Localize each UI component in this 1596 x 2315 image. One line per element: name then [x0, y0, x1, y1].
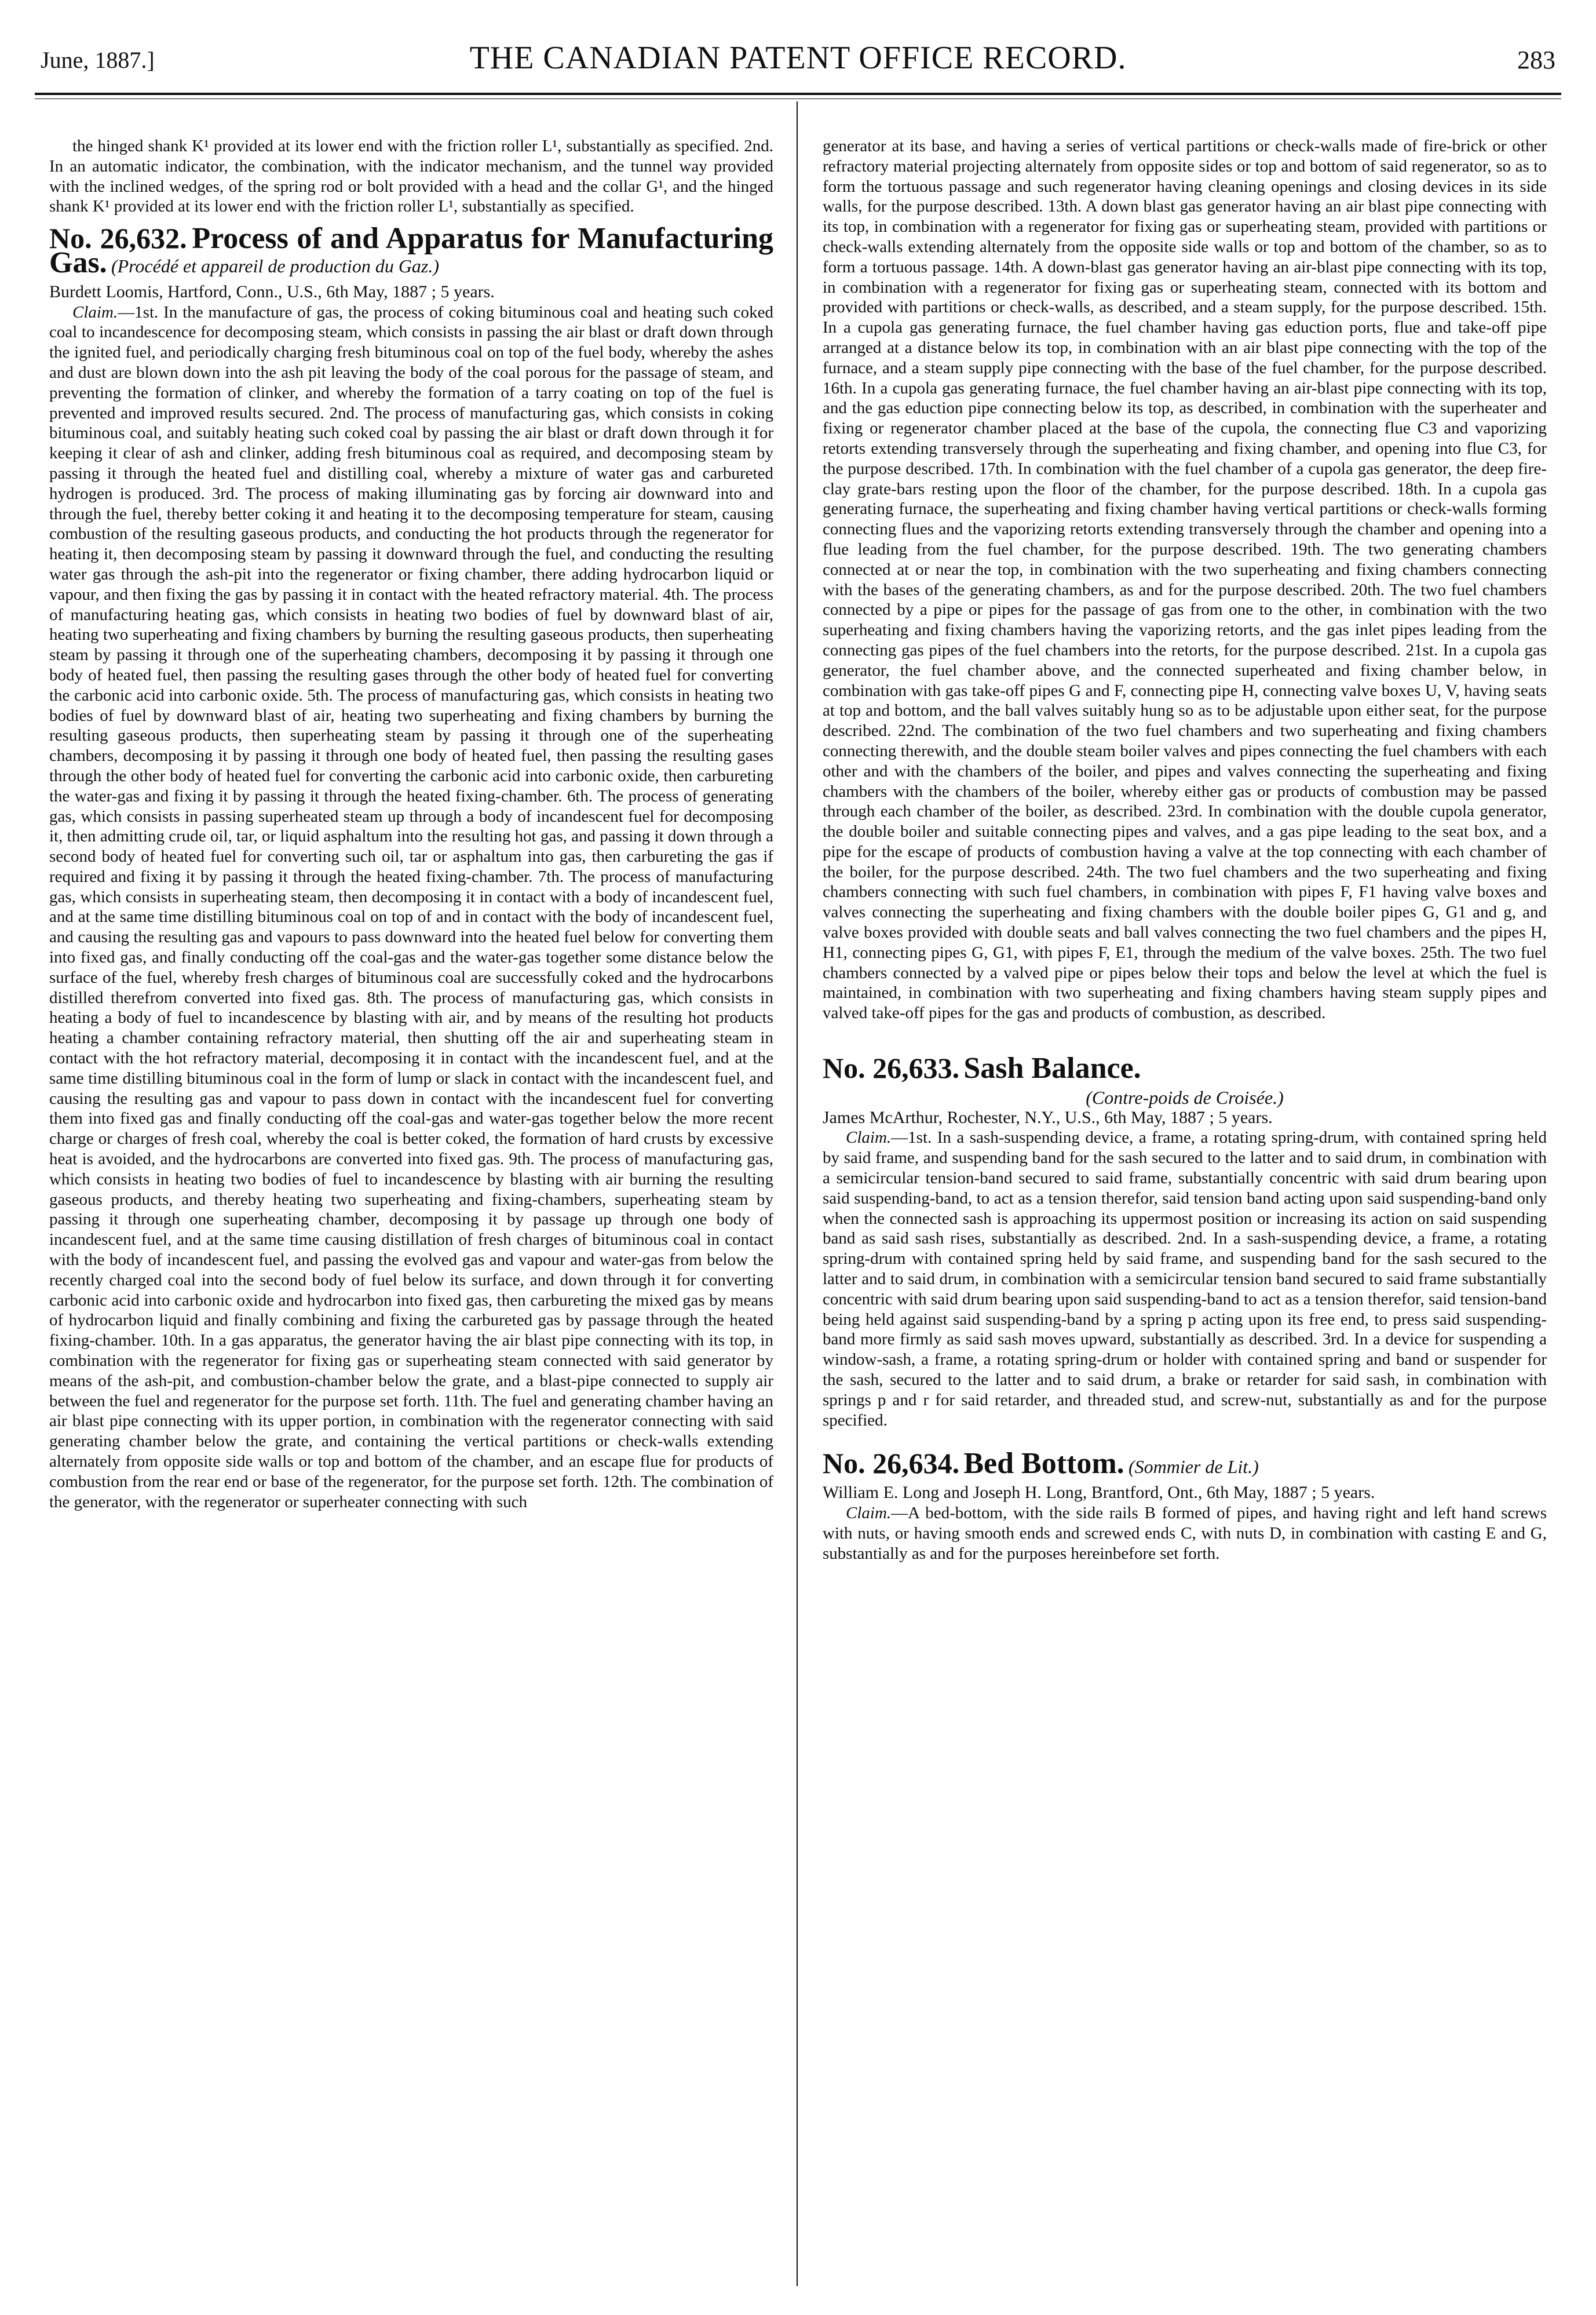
- page-number: 283: [1517, 46, 1555, 74]
- patentee-line: James McArthur, Rochester, N.Y., U.S., 6th May, 1887 ; 5 years.: [823, 1107, 1273, 1127]
- patent-title: Process of and Apparatus for Manufacturing Gas.: [49, 222, 774, 279]
- continued-claim-text: the hinged shank K¹ provided at its lower end with the friction roller L¹, substantially as specified. 2nd. In an automatic indicator, the combination, with the indicator mechanism, and the tunnel way provided with the inclined wedges, of the spring rod or bolt provided with a head and the collar G¹, and the hinged shank K¹ provided at its lower end with the friction roller L¹, substantially as specified.: [49, 137, 773, 216]
- column-divider: [797, 101, 798, 2286]
- issue-date: June, 1887.]: [41, 47, 155, 73]
- patent-26634-heading: [823, 1447, 1547, 1481]
- patentee-line: William E. Long and Joseph H. Long, Brantford, Ont., 6th May, 1887 ; 5 years.: [823, 1483, 1375, 1503]
- page-header: [35, 23, 1561, 87]
- patent-number: No. 26,632.: [49, 222, 187, 255]
- patent-title: Bed Bottom.: [963, 1447, 1124, 1481]
- claim-label: Claim.: [72, 302, 118, 322]
- patent-french-title: (Sommier de Lit.): [1128, 1456, 1259, 1478]
- publication-title: THE CANADIAN PATENT OFFICE RECORD.: [469, 40, 1127, 76]
- claim-paragraph: [49, 302, 773, 1512]
- patent-french-title: (Contre-poids de Croisée.): [1086, 1087, 1284, 1108]
- header-rule-thick: [35, 93, 1561, 95]
- claim-paragraph: [823, 1128, 1547, 1430]
- patent-26633-heading: [823, 1052, 1547, 1085]
- claim-text: —A bed-bottom, with the side rails B formed of pipes, and having right and left hand screws with nuts, or having smooth ends and screwed ends C, with nuts D, in combination with casting E and G, substantially as and for the purposes hereinbefore set forth.: [823, 1504, 1547, 1563]
- claim-label: Claim.: [846, 1128, 892, 1147]
- patentee-line: Burdett Loomis, Hartford, Conn., U.S., 6th May, 1887 ; 5 years.: [49, 282, 495, 301]
- patent-title: Sash Balance.: [963, 1052, 1141, 1085]
- right-column: [823, 136, 1547, 1563]
- patent-number: No. 26,633.: [823, 1052, 960, 1085]
- claim-text: —1st. In a sash-suspending device, a frame, a rotating spring-drum, with contained spring held by said frame, and suspending band for the sash secured to the latter and to said drum, in combination with a semicircular tension-band secured to said frame, substantially concentric with said drum bearing upon said suspending-band, to act as a tension therefor, said tension band acting upon said suspending-band only when the connected sash is approaching its uppermost position or increasing its action on said suspending band as said sash rises, substantially as described. 2nd. In a sash-suspending device, a frame, a rotating spring-drum with contained spring held by said frame, and suspending band for the sash secured to the latter and to said drum, in combination with a semicircular tension band secured to said frame substantially concentric with said drum bearing upon said suspending-band to act as a tension therefor, said tension-band being held against said suspending-band by a spring p acting upon its free end, to press said suspending-band more firmly as said sash moves upward, substantially as described. 3rd. In a device for suspending a window-sash, a frame, a rotating spring-drum or holder with contained spring and band or suspender for the sash, secured to the latter and to said drum, a brake or retarder for said sash, in combination with springs p and r for said retarder, and threaded stud, and screw-nut, substantially as and for the purpose specified.: [823, 1128, 1547, 1430]
- left-column: [49, 136, 773, 1512]
- patent-number: No. 26,634.: [823, 1447, 960, 1480]
- claim-paragraph: [823, 1503, 1547, 1563]
- patent-french-title: (Procédé et appareil de production du Gaz.): [111, 255, 440, 276]
- patent-26632-heading: [49, 222, 774, 279]
- continued-claim-text: generator at its base, and having a series of vertical partitions or check-walls made of fire-brick or other refractory material projecting alternately from opposite sides or top and bottom of said regenerator, so as to form the tortuous passage and such regenerator having cleaning openings and closing devices in its side walls, for the purpose described. 13th. A down blast gas generator having an air blast pipe connecting with its top, in combination with a regenerator for fixing gas or superheating steam, provided with partitions or check-walls extending alternately from the opposite side walls or top and bottom of the chamber, so as to form a tortuous passage. 14th. A down-blast gas generator having an air-blast pipe connecting with its top, in combination with a regenerator for fixing gas or superheating steam, connected with its bottom and provided with partitions or check-walls, as described, and a steam supply, for the purpose described. 15th. In a cupola gas generating furnace, the fuel chamber having gas eduction ports, flue and take-off pipe arranged at a distance below its top, in combination with an air blast pipe connecting with the top of the furnace, and a steam supply pipe connecting with the base of the fuel chamber, for the purpose described. 16th. In a cupola gas generating furnace, the fuel chamber having an air-blast pipe connecting with its top, and the gas eduction pipe connecting below its top, as described, in combination with the superheater and fixing or regenerator chamber placed at the base of the cupola, the connecting flue C3 and vaporizing retorts extending transversely through the superheating and fixing chamber, and opening into flue C3, for the purpose described. 17th. In combination with the fuel chamber of a cupola gas generator, the deep fire-clay grate-bars resting upon the floor of the chamber, for the purpose described. 18th. In a cupola gas generating furnace, the superheating and fixing chamber having vertical partitions or check-walls forming connecting flues and the vaporizing retorts extending transversely through the chamber and opening into a flue leading from the fuel chamber, for the purpose described. 19th. The two generating chambers connected at or near the top, in combination with the two superheating and fixing chambers connecting with the bases of the generating chambers, as and for the purpose described. 20th. The two fuel chambers connected by a pipe or pipes for the passage of gas from one to the other, in combination with the two superheating and fixing chambers having the vaporizing retorts, and the gas inlet pipes leading from the connecting gas pipes of the fuel chambers into the retorts, for the purpose described. 21st. In a cupola gas generator, the fuel chamber above, and the connected superheated and fixing chamber below, in combination with gas take-off pipes G and F, connecting pipe H, connecting valve boxes U, V, having seats at top and bottom, and the ball valves suitably hung so as to be adjustable upon either seat, for the purpose described. 22nd. The combination of the two fuel chambers and two superheating and fixing chambers connecting therewith, and the double steam boiler valves and pipes connecting the fuel chambers with each other and with the chambers of the boiler, and pipes and valves connecting the superheating and fixing chambers with the chambers of the boiler, whereby either gas or products of combustion may be passed through each chamber of the boiler, as described. 23rd. In combination with the double cupola generator, the double boiler and suitable connecting pipes and valves, and a gas pipe leading to the seat box, and a pipe for the escape of products of combustion having a valve at the top connecting with each chamber of the boiler, for the purpose described. 24th. The two fuel chambers and the two superheating and fixing chambers connecting with such fuel chambers, in combination with pipes F, F1 having valve boxes and valves connecting the superheating and fixing chambers with the double boiler pipes G, G1 and g, and valve boxes provided with double seats and ball valves connecting the two fuel chambers and the pipes H, H1, connecting pipes G, G1, with pipes F, E1, through the medium of the valve boxes. 25th. The two fuel chambers connected by a valved pipe or pipes below their tops and below the level at which the fuel is maintained, in combination with two superheating and fixing chambers having steam supply pipes and valved take-off pipes for the gas and products of combustion, as described.: [823, 137, 1547, 1023]
- claim-label: Claim.: [846, 1504, 892, 1522]
- claim-text: —1st. In the manufacture of gas, the process of coking bituminous coal and heating such coked coal to incandescence for decomposing steam, which consists in passing the air blast or draft down through the ignited fuel, and periodically charging fresh bituminous coal on top of the fuel body, whereby the ashes and dust are blown down into the ash pit leaving the body of the coal porous for the passage of steam, and preventing the formation of clinker, and whereby the formation of a tarry coating on top of the fuel is prevented and improved results secured. 2nd. The process of manufacturing gas, which consists in coking bituminous coal, and suitably heating such coked coal by passing the air blast or draft down through it for keeping it clear of ash and clinker, adding fresh bituminous coal as required, and decomposing steam by passing it through the heated fuel and distilling coal, whereby a mixture of water gas and carbureted hydrogen is produced. 3rd. The process of making illuminating gas by forcing air downward into and through the fuel, thereby better coking it and heating it to the decomposing temperature for steam, causing combustion of the resulting gaseous products, and conducting the hot products through the regenerator for heating it, then decomposing steam by passing it downward through the fuel, and conducting the resulting water gas through the ash-pit into the regenerator or fixing chamber, there adding hydrocarbon liquid or vapour, and then fixing the gas by passing it in contact with the heated refractory material. 4th. The process of manufacturing heating gas, which consists in heating two bodies of fuel by downward blast of air, heating two superheating and fixing chambers by burning the resulting gaseous products, then superheating steam by passing it through one of the superheating chambers, decomposing it by passing it through one body of heated fuel, then passing the resulting gases through the other body of heated fuel for converting the carbonic acid into carbonic oxide. 5th. The process of manufacturing gas, which consists in heating two bodies of fuel by downward blast of air, heating two superheating and fixing chambers by burning the resulting gaseous products, then superheating steam by passing it through one of the superheating chambers, decomposing it by passing it through one body of heated fuel, then passing the resulting gases through the other body of heated fuel for converting the carbonic acid into carbonic oxide, then carbureting the water-gas and fixing it by passing it through the heated fixing-chamber. 6th. The process of generating gas, which consists in passing superheated steam up through a body of incandescent fuel for decomposing it, then admitting crude oil, tar, or liquid asphaltum into the resulting hot gas, and passing it down through a second body of heated fuel for converting such oil, tar or asphaltum into gas, then carbureting the gas if required and fixing it by passing it through the heated fixing-chamber. 7th. The process of manufacturing gas, which consists in superheating steam, then decomposing it in contact with a body of incandescent fuel, and at the same time distilling bituminous coal on top of and in contact with the body of incandescent fuel, and causing the resulting gas and vapours to pass downward into the heated fuel below for converting them into fixed gas, and finally conducting off the coal-gas and the water-gas together some distance below the surface of the fuel, whereby fresh charges of bituminous coal are successfully coked and the hydrocarbons distilled therefrom converted into fixed gas. 8th. The process of manufacturing gas, which consists in heating a body of fuel to incandescence by blasting with air, and by means of the resulting hot products heating a chamber containing refractory material, then shutting off the air and superheating steam in contact with the hot refractory material, decomposing it in contact with the incandescent fuel, and at the same time distilling bituminous coal in the form of lump or slack in contact with the incandescent fuel, and causing the resulting gas and vapour to pass down in contact with the incandescent fuel for converting them into fixed gas and finally conducting off the coal-gas and water-gas together below the more recent charge or charges of fresh coal, whereby the coal is better coked, the formation of hard crusts by excessive heat is avoided, and the hydrocarbons are converted into fixed gas. 9th. The process of manufacturing gas, which consists in heating two bodies of fuel to incandescence by blasting with air burning the resulting gaseous products, and thereby heating two superheating and fixing-chambers, superheating steam by passing it through one superheating chamber, decomposing it by passage up through one body of incandescent fuel, and at the same time causing distillation of fresh charges of bituminous coal in contact with the body of incandescent fuel, and passing the evolved gas and vapour and water-gas from below the recently charged coal into the second body of fuel below its surface, and down through it for converting carbonic acid into carbonic oxide and hydrocarbon into fixed gas, then carbureting the mixed gas by means of hydrocarbon liquid and finally combining and fixing the carbureted gas by passage through the heated fixing-chamber. 10th. In a gas apparatus, the generator having the air blast pipe connecting with its top, in combination with the regenerator for fixing gas or superheating steam connected with said generator by means of the ash-pit, and combustion-chamber below the grate, and a blast-pipe connected to supply air between the fuel and regenerator for the purpose set forth. 11th. The fuel and generating chamber having an air blast pipe connecting with its upper portion, in combination with the regenerator connecting with said generating chamber below the grate, and containing the vertical partitions or check-walls extending alternately from opposite side walls or top and bottom of the chamber, and an escape flue for products of combustion from the rear end or base of the regenerator, for the purpose set forth. 12th. The combination of the generator, with the regenerator or superheater connecting with such: [49, 302, 773, 1511]
